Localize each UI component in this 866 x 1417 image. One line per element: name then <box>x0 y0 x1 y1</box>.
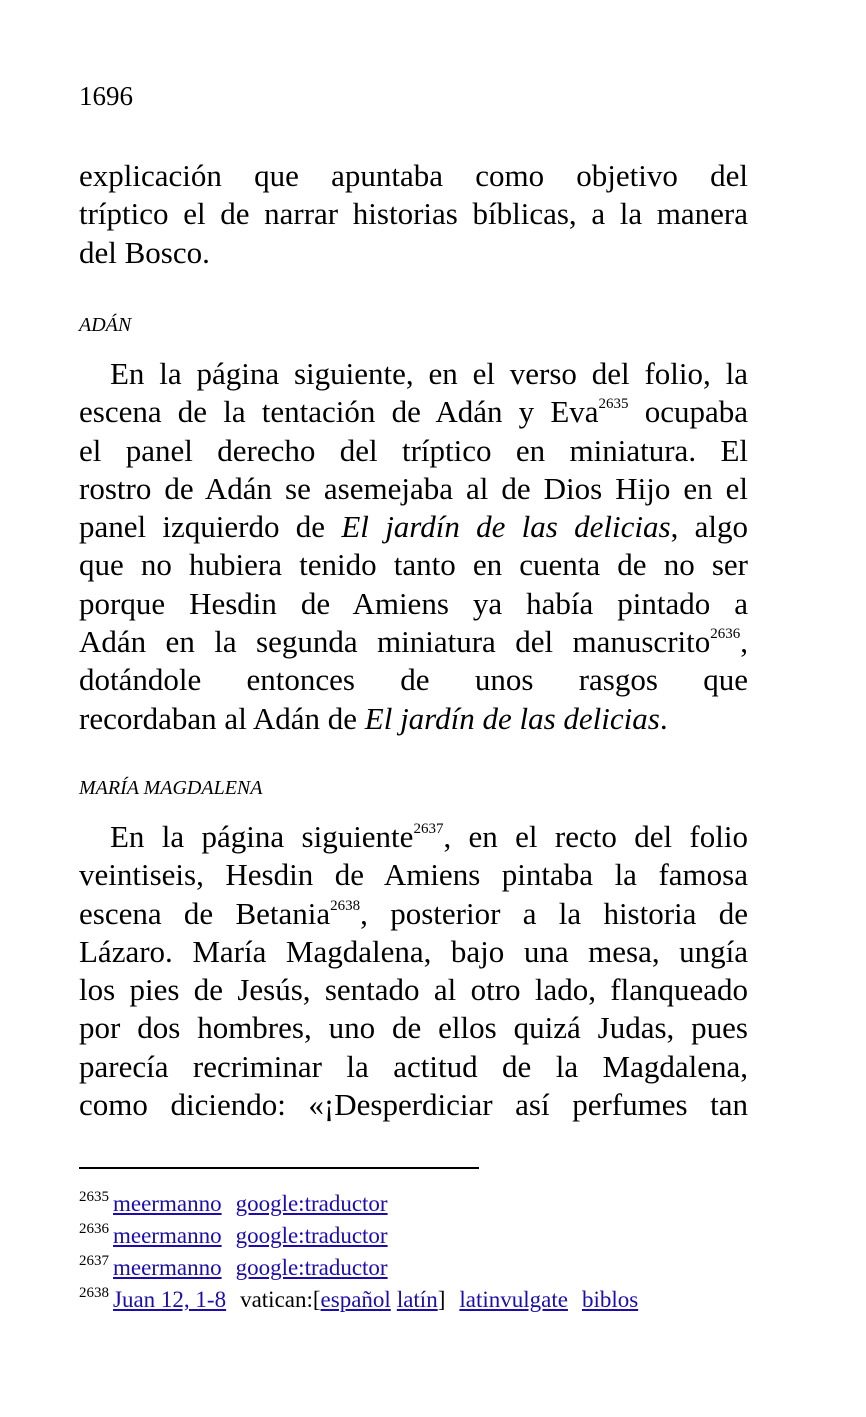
meermanno-link[interactable]: meermanno <box>113 1255 222 1280</box>
footnotes <box>79 1188 779 1316</box>
text-line: tríptico el de narrar historias bíblicas, a la manera <box>79 196 748 232</box>
footnote-number: 2637 <box>79 1253 109 1269</box>
text-line: del Bosco. <box>79 234 210 270</box>
italic-title: El jardín de las delicias <box>341 509 671 545</box>
page-number: 1696 <box>79 81 133 111</box>
meermanno-link[interactable]: meermanno <box>113 1191 222 1216</box>
text-line: por dos hombres, uno de ellos quizá Judas, pues <box>79 1010 748 1046</box>
section-heading-magdalena: MARÍA MAGDALENA <box>79 777 263 799</box>
vatican-latin-link[interactable]: latín <box>396 1287 438 1312</box>
text-line: En la página siguiente, en el verso del folio, la <box>110 356 748 391</box>
adan-paragraph <box>79 355 748 738</box>
text-line: rostro de Adán se asemejaba al de Dios Hijo en el <box>79 470 748 506</box>
text-line: explicación que apuntaba como objetivo del <box>79 158 748 193</box>
text-line: que no hubiera tenido tanto en cuenta de no ser <box>79 547 748 583</box>
text-line: porque Hesdin de Amiens ya había pintado a <box>79 585 748 621</box>
footnote-number: 2636 <box>79 1221 109 1237</box>
text-line: recordaban al Adán de El jardín de las delicias. <box>79 700 668 736</box>
google-traductor-link[interactable]: google:traductor <box>235 1191 388 1216</box>
text-line: como diciendo: «¡Desperdiciar así perfumes tan <box>79 1087 748 1123</box>
footnote-divider <box>79 1167 479 1169</box>
meermanno-link[interactable]: meermanno <box>113 1223 222 1248</box>
text-line: veintiseis, Hesdin de Amiens pintaba la famosa <box>79 857 748 893</box>
footnote <box>79 1284 779 1316</box>
latinvulgate-link[interactable]: latinvulgate <box>459 1287 568 1312</box>
text-line: parecía recriminar la actitud de la Magdalena, <box>79 1048 748 1084</box>
bible-reference-link[interactable]: Juan 12, 1-8 <box>113 1287 227 1312</box>
footnote-reference[interactable]: 2638 <box>330 897 361 914</box>
footnote-reference[interactable]: 2635 <box>598 396 629 413</box>
google-traductor-link[interactable]: google:traductor <box>235 1223 388 1248</box>
text-line: En la página siguiente$^{2637}$, en el recto del folio <box>110 819 748 854</box>
text-line: dotándole entonces de unos rasgos que <box>79 662 748 698</box>
google-traductor-link[interactable]: google:traductor <box>235 1255 388 1280</box>
vatican-label: vatican:[ <box>240 1287 321 1312</box>
bracket-close: ] <box>437 1287 446 1312</box>
intro-paragraph <box>79 157 748 272</box>
footnote-number: 2635 <box>79 1189 109 1205</box>
text-line: Adán en la segunda miniatura del manuscrito$^{2636}$, <box>79 624 748 660</box>
footnote-number: 2638 <box>79 1285 109 1301</box>
text-line: los pies de Jesús, sentado al otro lado, flanqueado <box>79 972 748 1008</box>
italic-title: El jardín de las delicias <box>364 700 660 736</box>
vatican-espanol-link[interactable]: español <box>320 1287 391 1312</box>
text-line: el panel derecho del tríptico en miniatura. El <box>79 432 748 468</box>
footnote <box>79 1220 779 1252</box>
biblos-link[interactable]: biblos <box>581 1287 639 1312</box>
text-line: escena de Betania$^{2638}$, posterior a la historia de <box>79 895 748 931</box>
section-heading-adan: ADÁN <box>79 314 132 336</box>
text-line: escena de la tentación de Adán y Eva$^{2635}$ ocupaba <box>79 394 748 430</box>
text-line: Lázaro. María Magdalena, bajo una mesa, ungía <box>79 933 748 969</box>
footnote-reference[interactable]: 2637 <box>413 821 444 837</box>
footnote <box>79 1188 779 1220</box>
footnote-reference[interactable]: 2636 <box>710 626 741 643</box>
magdalena-paragraph <box>79 818 748 1124</box>
text-line: panel izquierdo de El jardín de las delicias, algo <box>79 509 748 545</box>
footnote <box>79 1252 779 1284</box>
